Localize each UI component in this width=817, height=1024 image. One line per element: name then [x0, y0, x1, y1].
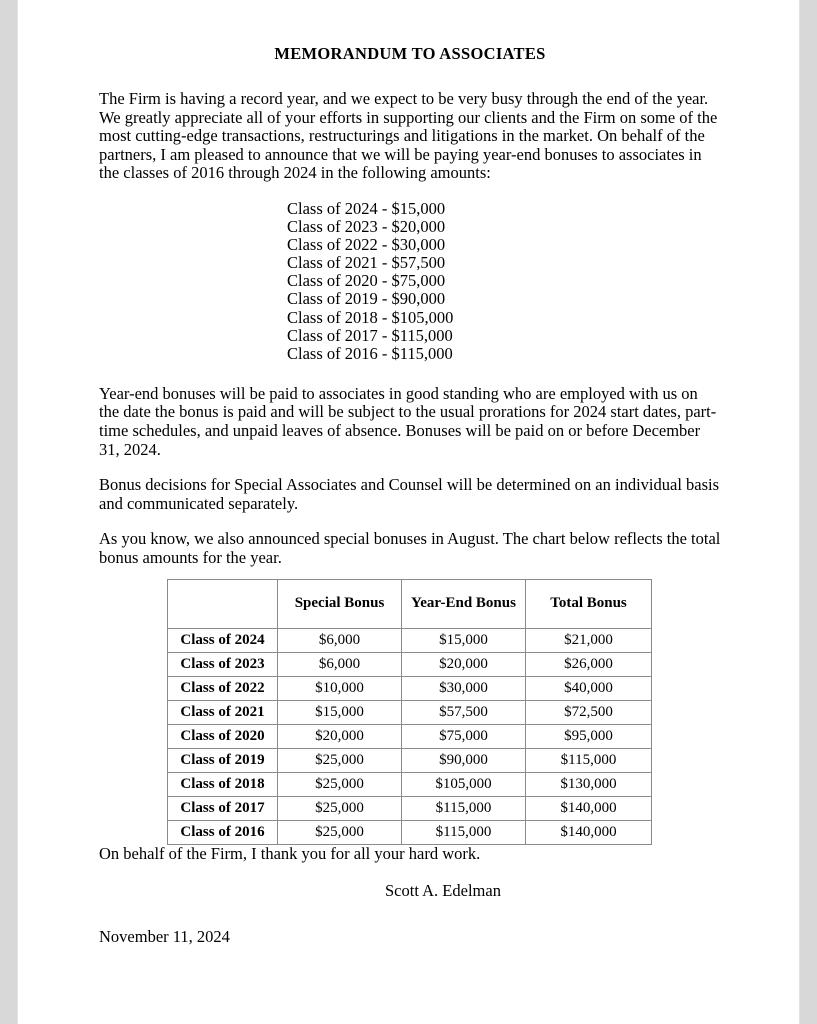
table-cell: $30,000 — [402, 676, 526, 700]
list-item: Class of 2017 - $115,000 — [287, 325, 453, 345]
table-cell: $25,000 — [278, 748, 402, 772]
table-cell: $75,000 — [402, 724, 526, 748]
list-item: Class of 2022 - $30,000 — [287, 235, 446, 255]
table-cell: $90,000 — [402, 748, 526, 772]
table-cell: $15,000 — [278, 700, 402, 724]
class-bonus-list — [99, 200, 721, 363]
table-cell: $115,000 — [402, 796, 526, 820]
table-cell: Class of 2020 — [168, 724, 278, 748]
page-title: MEMORANDUM TO ASSOCIATES — [274, 44, 546, 63]
table-cell: Class of 2016 — [168, 820, 278, 844]
document-date: November 11, 2024 — [99, 927, 230, 947]
table-cell: $6,000 — [278, 652, 402, 676]
table-cell: Class of 2018 — [168, 772, 278, 796]
document-body — [18, 0, 799, 947]
table-row — [168, 628, 652, 652]
table-row — [168, 796, 652, 820]
table-col-header-class — [168, 579, 278, 628]
table-cell: $140,000 — [526, 820, 652, 844]
table-cell: $57,500 — [402, 700, 526, 724]
list-item: Class of 2016 - $115,000 — [287, 343, 453, 363]
table-cell: Class of 2021 — [168, 700, 278, 724]
table-cell: $95,000 — [526, 724, 652, 748]
list-item: Class of 2024 - $15,000 — [287, 198, 446, 218]
table-cell: $25,000 — [278, 796, 402, 820]
list-item: Class of 2021 - $57,500 — [287, 253, 446, 273]
table-cell: $6,000 — [278, 628, 402, 652]
table-cell: $115,000 — [402, 820, 526, 844]
eligibility-paragraph: Year-end bonuses will be paid to associates in good standing who are employed with us on the date the bonus is paid and will be subject to the usual prorations for 2024 start dates, part-time schedules, and unpaid leaves of absence. Bonuses will be paid on or before December 31, 2024. — [99, 383, 717, 459]
table-cell: $25,000 — [278, 820, 402, 844]
table-cell: Class of 2023 — [168, 652, 278, 676]
table-col-header-special-bonus: Special Bonus — [278, 579, 402, 628]
table-cell: $105,000 — [402, 772, 526, 796]
table-row — [168, 748, 652, 772]
table-cell: $20,000 — [402, 652, 526, 676]
list-item: Class of 2018 - $105,000 — [287, 307, 454, 327]
table-row — [168, 652, 652, 676]
table-cell: $25,000 — [278, 772, 402, 796]
table-cell: $21,000 — [526, 628, 652, 652]
special-associates-paragraph: Bonus decisions for Special Associates and Counsel will be determined on an individual basis and communicated separately. — [99, 475, 720, 513]
table-row — [168, 724, 652, 748]
closing-paragraph: On behalf of the Firm, I thank you for all your hard work. — [99, 843, 481, 863]
list-item: Class of 2020 - $75,000 — [287, 271, 446, 291]
table-col-header-year-end-bonus: Year-End Bonus — [402, 579, 526, 628]
bonus-summary-table — [167, 579, 652, 845]
table-col-header-total-bonus: Total Bonus — [526, 579, 652, 628]
table-cell: Class of 2019 — [168, 748, 278, 772]
table-cell: $10,000 — [278, 676, 402, 700]
table-cell: Class of 2022 — [168, 676, 278, 700]
list-item: Class of 2023 - $20,000 — [287, 217, 446, 237]
intro-paragraph: The Firm is having a record year, and we expect to be very busy through the end of the year. We greatly appreciate all of your efforts in supporting our clients and the Firm on some of the most cutting-edge transactions, restructurings and litigations in the market. On behalf of the partners, I am pleased to announce that we will be paying year-end bonuses to associates in the classes of 2016 through 2024 in the following amounts: — [99, 89, 718, 183]
table-cell: Class of 2024 — [168, 628, 278, 652]
table-header-row — [168, 579, 652, 628]
document-page — [18, 0, 799, 1024]
table-cell: $72,500 — [526, 700, 652, 724]
table-cell: $26,000 — [526, 652, 652, 676]
table-row — [168, 700, 652, 724]
list-item: Class of 2019 - $90,000 — [287, 289, 446, 309]
table-cell: $20,000 — [278, 724, 402, 748]
signature: Scott A. Edelman — [385, 881, 501, 901]
table-cell: $40,000 — [526, 676, 652, 700]
table-row — [168, 676, 652, 700]
table-cell: $130,000 — [526, 772, 652, 796]
table-row — [168, 820, 652, 844]
table-cell: Class of 2017 — [168, 796, 278, 820]
table-cell: $140,000 — [526, 796, 652, 820]
chart-intro-paragraph: As you know, we also announced special bonuses in August. The chart below reflects the total bonus amounts for the year. — [99, 529, 721, 567]
table-row — [168, 772, 652, 796]
table-cell: $115,000 — [526, 748, 652, 772]
table-cell: $15,000 — [402, 628, 526, 652]
